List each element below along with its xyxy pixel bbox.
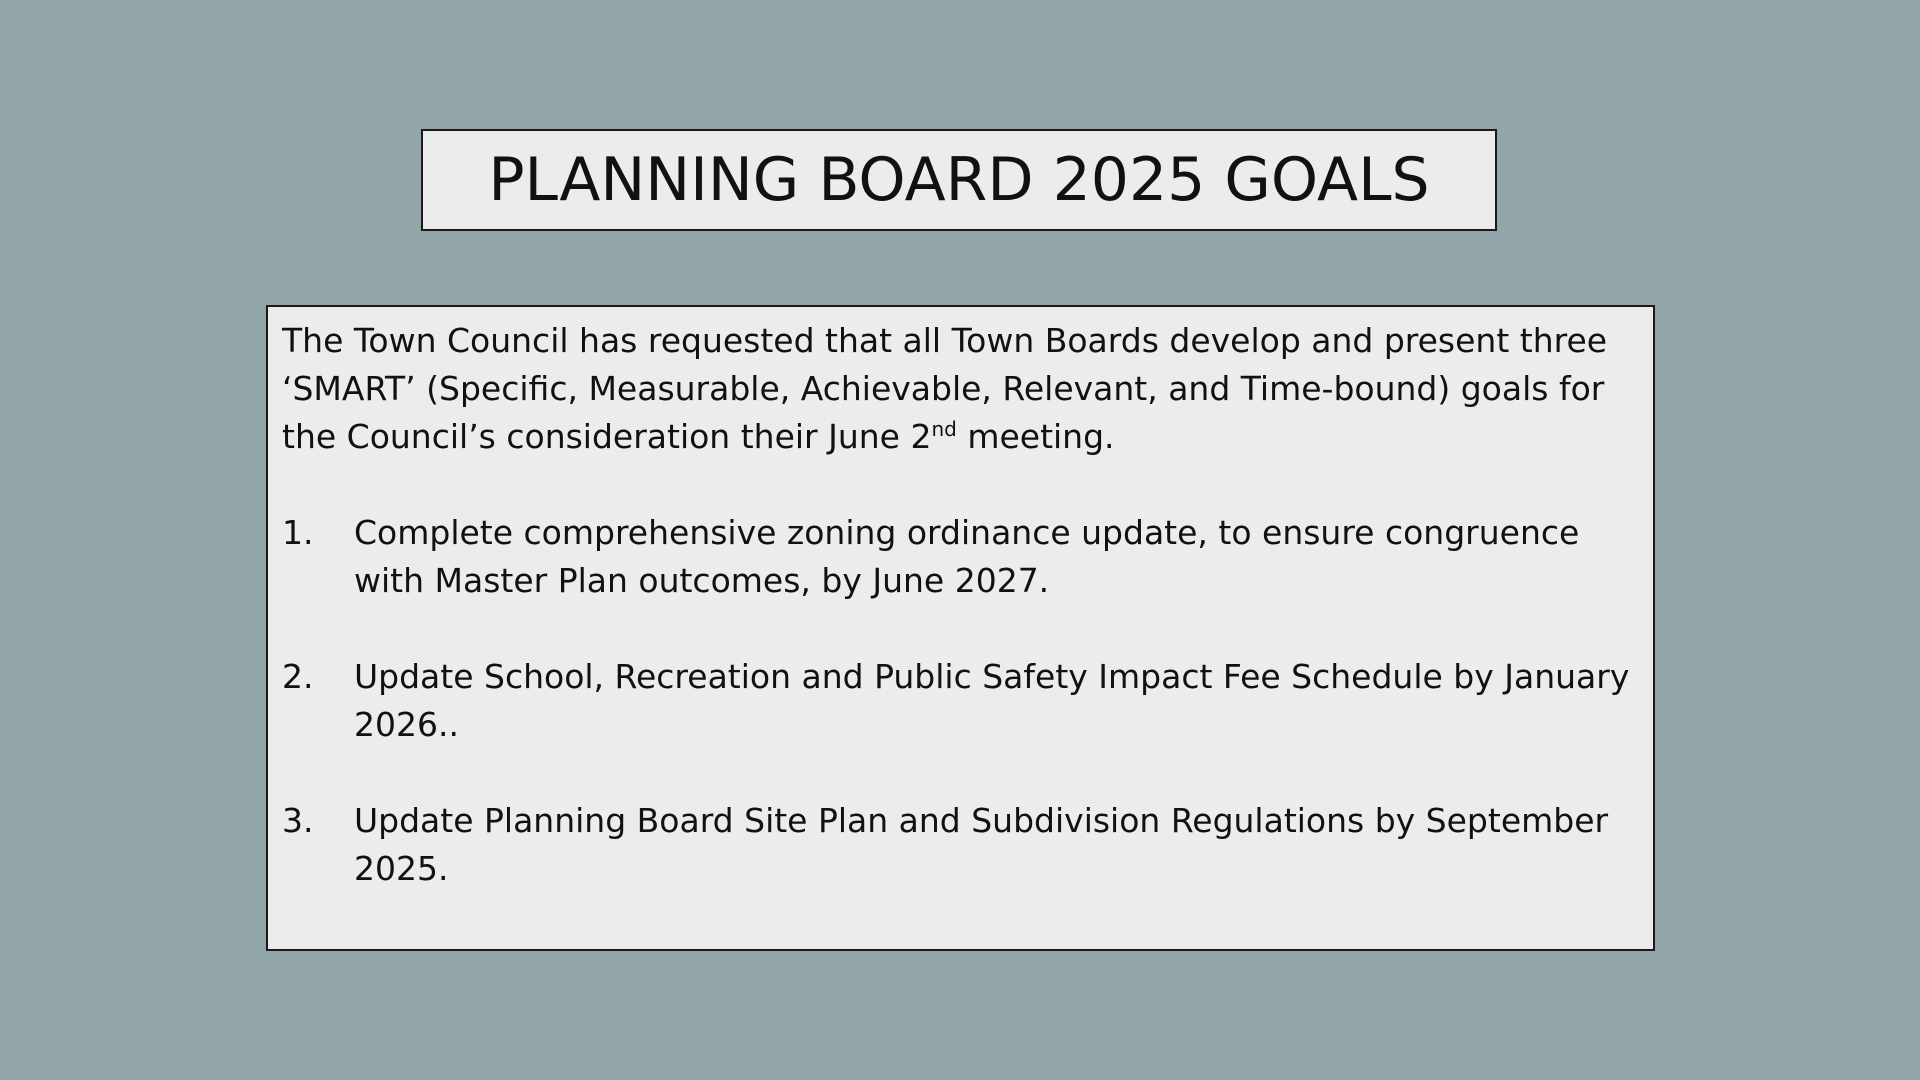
goal-item	[282, 797, 1639, 893]
goal-text: Update School, Recreation and Public Safety Impact Fee Schedule by January 2026..	[354, 657, 1630, 744]
title-box	[421, 129, 1497, 231]
intro-text-after: meeting.	[956, 417, 1115, 456]
goal-text: Complete comprehensive zoning ordinance update, to ensure congruence with Master Plan outcomes, by June 2027.	[354, 513, 1580, 600]
goal-item	[282, 509, 1639, 605]
goal-text: Update Planning Board Site Plan and Subdivision Regulations by September 2025.	[354, 801, 1609, 888]
intro-text-before: The Town Council has requested that all Town Boards develop and present three ‘SMART’ (Specific, Measurable, Achievable, Relevant, and Time-bound) goals for the Council’s consideration their June 2	[282, 321, 1608, 456]
goal-number: 2.	[282, 657, 314, 696]
intro-superscript: nd	[931, 417, 957, 441]
goal-item	[282, 653, 1639, 749]
goal-number: 3.	[282, 801, 314, 840]
goals-list	[282, 509, 1639, 893]
slide-title: PLANNING BOARD 2025 GOALS	[488, 145, 1430, 215]
content-box	[266, 305, 1655, 951]
goal-number: 1.	[282, 513, 314, 552]
intro-paragraph	[282, 317, 1639, 461]
